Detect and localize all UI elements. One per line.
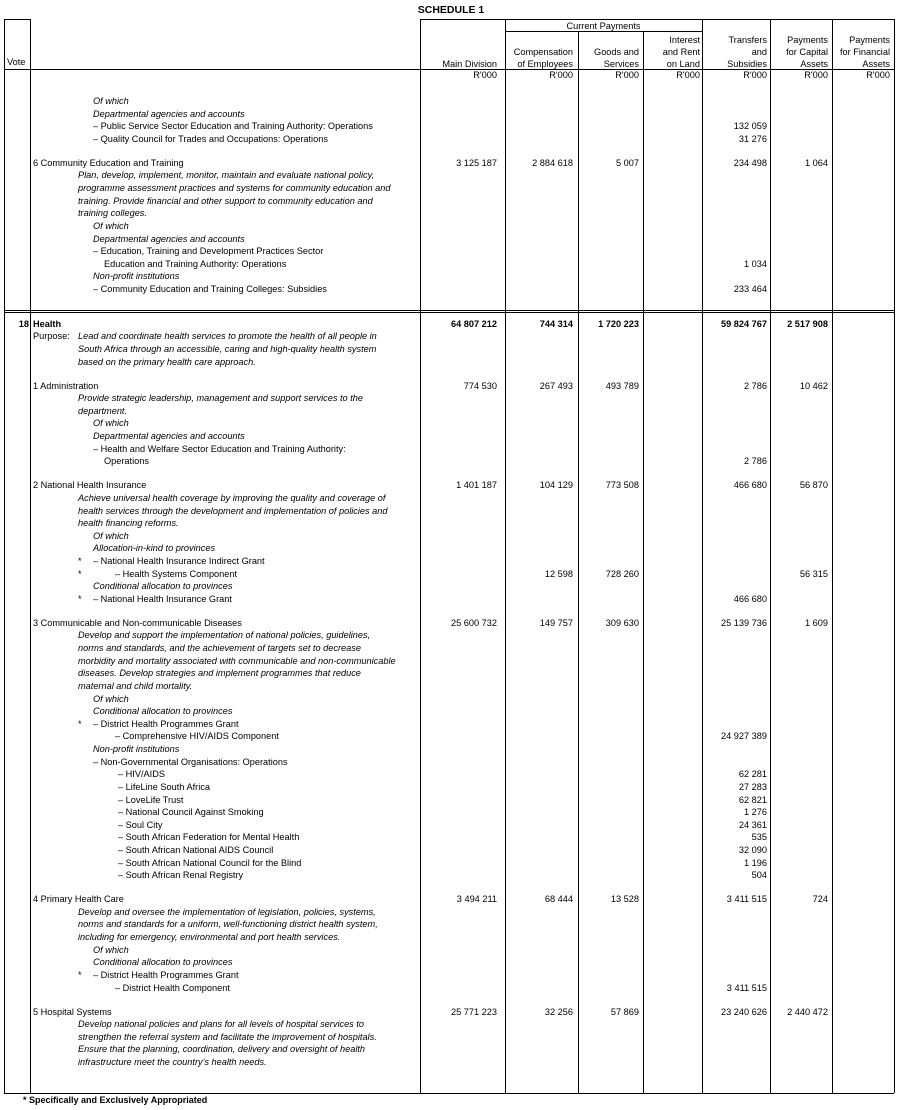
amount-cell: 13 528 bbox=[610, 894, 639, 904]
column-header-label: on Land bbox=[666, 59, 700, 69]
line-item-text: Develop and oversee the implementation of legislation, policies, systems, bbox=[78, 907, 376, 917]
column-header-label: of Employees bbox=[517, 59, 573, 69]
column-header-label: for Capital bbox=[786, 47, 828, 57]
amount-cell: 774 530 bbox=[463, 381, 497, 391]
line-item-text: Operations bbox=[104, 456, 149, 466]
line-item-text: – Health and Welfare Sector Education and Training Authority: bbox=[93, 444, 346, 454]
line-item-text: – South African National AIDS Council bbox=[118, 845, 274, 855]
column-rule bbox=[894, 19, 895, 1093]
line-item-text: norms and standards, and the achievement of targets set to decrease bbox=[78, 643, 361, 653]
section-rule-2 bbox=[4, 312, 894, 313]
amount-cell: 62 821 bbox=[738, 795, 767, 805]
line-item-text: – HIV/AIDS bbox=[118, 769, 165, 779]
line-item-text: Allocation-in-kind to provinces bbox=[93, 543, 216, 553]
line-item-text: – South African Federation for Mental Health bbox=[118, 832, 300, 842]
appropriation-asterisk: * bbox=[78, 719, 82, 729]
amount-cell: 104 129 bbox=[539, 480, 573, 490]
amount-cell: 57 869 bbox=[610, 1007, 639, 1017]
amount-cell: 2 517 908 bbox=[787, 319, 828, 329]
line-item-text: programme assessment practices and systems for community education and bbox=[78, 183, 391, 193]
column-rule bbox=[420, 19, 421, 1093]
line-item-text: diseases. Develop strategies and implement programmes that reduce bbox=[78, 668, 361, 678]
line-item-text: – Soul City bbox=[118, 820, 163, 830]
line-item-text: Non-profit institutions bbox=[93, 744, 180, 754]
line-item-text: – LifeLine South Africa bbox=[118, 782, 210, 792]
amount-cell: 3 494 211 bbox=[456, 894, 497, 904]
line-item-text: Of which bbox=[93, 531, 129, 541]
line-item-text: – Non-Governmental Organisations: Operations bbox=[93, 757, 288, 767]
amount-cell: 234 498 bbox=[733, 158, 767, 168]
line-item-text: Develop and support the implementation of national policies, guidelines, bbox=[78, 630, 371, 640]
line-item-text: Departmental agencies and accounts bbox=[93, 109, 245, 119]
line-item-text: including for emergency, environmental and port health services. bbox=[78, 932, 341, 942]
line-item-text: Non-profit institutions bbox=[93, 271, 180, 281]
column-header-label: Assets bbox=[862, 59, 890, 69]
column-header-label: Compensation bbox=[513, 47, 573, 57]
appropriation-asterisk: * bbox=[78, 970, 82, 980]
column-rule bbox=[578, 31, 579, 1093]
line-item-text: – South African National Council for the Blind bbox=[118, 858, 302, 868]
line-item-text: based on the primary health care approach. bbox=[78, 357, 256, 367]
line-item-text: health financing reforms. bbox=[78, 518, 179, 528]
appropriation-asterisk: * bbox=[78, 569, 82, 579]
line-item-text: morbidity and mortality associated with communicable and non-communicable bbox=[78, 656, 396, 666]
line-item-text: maternal and child mortality. bbox=[78, 681, 193, 691]
line-item-text: – District Health Component bbox=[115, 983, 230, 993]
amount-cell: 68 444 bbox=[544, 894, 573, 904]
line-item-text: Conditional allocation to provinces bbox=[93, 957, 233, 967]
line-item-text: – District Health Programmes Grant bbox=[93, 719, 239, 729]
amount-cell: 1 720 223 bbox=[598, 319, 639, 329]
column-header-label: Transfers bbox=[728, 35, 767, 45]
amount-cell: 132 059 bbox=[733, 121, 767, 131]
column-header-label: Payments bbox=[787, 35, 828, 45]
amount-cell: 32 256 bbox=[544, 1007, 573, 1017]
programme-title: 4 Primary Health Care bbox=[33, 894, 124, 904]
amount-cell: 504 bbox=[751, 870, 767, 880]
amount-cell: 27 283 bbox=[738, 782, 767, 792]
column-rule bbox=[832, 19, 833, 1093]
column-unit: R'000 bbox=[549, 70, 573, 80]
column-unit: R'000 bbox=[804, 70, 828, 80]
amount-cell: 56 315 bbox=[799, 569, 828, 579]
column-header-label: and bbox=[751, 47, 767, 57]
amount-cell: 1 276 bbox=[744, 807, 767, 817]
programme-title: Health bbox=[33, 319, 62, 329]
amount-cell: 32 090 bbox=[738, 845, 767, 855]
column-header-label: for Financial bbox=[839, 47, 890, 57]
amount-cell: 31 276 bbox=[738, 134, 767, 144]
line-item-text: Departmental agencies and accounts bbox=[93, 431, 245, 441]
column-rule bbox=[4, 19, 5, 1093]
amount-cell: 59 824 767 bbox=[721, 319, 767, 329]
line-item-text: – District Health Programmes Grant bbox=[93, 970, 239, 980]
vote-number: 18 bbox=[18, 319, 29, 329]
amount-cell: 493 789 bbox=[605, 381, 639, 391]
line-item-text: Departmental agencies and accounts bbox=[93, 234, 245, 244]
column-header-label: Goods and bbox=[594, 47, 639, 57]
schedule-title: SCHEDULE 1 bbox=[417, 4, 485, 16]
amount-cell: 466 680 bbox=[733, 480, 767, 490]
amount-cell: 2 440 472 bbox=[787, 1007, 828, 1017]
line-item-text: – National Council Against Smoking bbox=[118, 807, 264, 817]
line-item-text: – Education, Training and Development Practices Sector bbox=[93, 246, 324, 256]
column-header-label: Payments bbox=[849, 35, 890, 45]
amount-cell: 1 034 bbox=[744, 259, 767, 269]
line-item-text: – Quality Council for Trades and Occupations: Operations bbox=[93, 134, 328, 144]
column-unit: R'000 bbox=[866, 70, 890, 80]
line-item-text: – LoveLife Trust bbox=[118, 795, 184, 805]
amount-cell: 1 401 187 bbox=[456, 480, 497, 490]
amount-cell: 3 411 515 bbox=[726, 894, 767, 904]
column-header-label: Interest bbox=[669, 35, 700, 45]
column-rule bbox=[770, 19, 771, 1093]
amount-cell: 24 927 389 bbox=[721, 731, 767, 741]
line-item-text: Plan, develop, implement, monitor, maintain and evaluate national policy, bbox=[78, 170, 375, 180]
amount-cell: 12 598 bbox=[544, 569, 573, 579]
programme-title: 2 National Health Insurance bbox=[33, 480, 147, 490]
line-item-text: – Comprehensive HIV/AIDS Component bbox=[115, 731, 279, 741]
line-item-text: Of which bbox=[93, 221, 129, 231]
appropriation-asterisk: * bbox=[78, 594, 82, 604]
line-item-text: – Community Education and Training Colleges: Subsidies bbox=[93, 284, 327, 294]
line-item-text: training colleges. bbox=[78, 208, 147, 218]
column-unit: R'000 bbox=[473, 70, 497, 80]
line-item-text: Provide strategic leadership, management and support services to the bbox=[78, 393, 363, 403]
amount-cell: 1 064 bbox=[805, 158, 828, 168]
line-item-text: norms and standards for a uniform, well-functioning district health system, bbox=[78, 919, 378, 929]
amount-cell: 535 bbox=[751, 832, 767, 842]
column-unit: R'000 bbox=[676, 70, 700, 80]
appropriation-asterisk: * bbox=[78, 556, 82, 566]
amount-cell: 1 609 bbox=[805, 618, 828, 628]
column-header-label: Main Division bbox=[442, 59, 497, 69]
table-bottom-rule bbox=[4, 1093, 894, 1094]
line-item-text: Achieve universal health coverage by improving the quality and coverage of bbox=[78, 493, 386, 503]
amount-cell: 23 240 626 bbox=[721, 1007, 767, 1017]
amount-cell: 773 508 bbox=[605, 480, 639, 490]
line-item-text: Develop national policies and plans for all levels of hospital services to bbox=[78, 1019, 364, 1029]
vote-header: Vote bbox=[7, 57, 26, 67]
amount-cell: 2 786 bbox=[744, 456, 767, 466]
line-item-text: Lead and coordinate health services to promote the health of all people in bbox=[78, 331, 377, 341]
amount-cell: 149 757 bbox=[539, 618, 573, 628]
line-item-text: – Public Service Sector Education and Training Authority: Operations bbox=[93, 121, 373, 131]
amount-cell: 466 680 bbox=[733, 594, 767, 604]
amount-cell: 3 125 187 bbox=[456, 158, 497, 168]
amount-cell: 233 464 bbox=[733, 284, 767, 294]
column-header-label: Services bbox=[603, 59, 639, 69]
amount-cell: 62 281 bbox=[738, 769, 767, 779]
amount-cell: 2 786 bbox=[744, 381, 767, 391]
line-item-text: – South African Renal Registry bbox=[118, 870, 244, 880]
line-item-text: health services through the development and implementation of policies and bbox=[78, 506, 388, 516]
vote-top-rule bbox=[4, 19, 30, 20]
line-item-text: Ensure that the planning, coordination, delivery and oversight of health bbox=[78, 1044, 366, 1054]
amount-cell: 309 630 bbox=[605, 618, 639, 628]
line-item-text: Of which bbox=[93, 945, 129, 955]
amount-cell: 25 771 223 bbox=[451, 1007, 497, 1017]
amount-cell: 25 600 732 bbox=[451, 618, 497, 628]
programme-title: 1 Administration bbox=[33, 381, 99, 391]
amount-cell: 56 870 bbox=[799, 480, 828, 490]
line-item-text: Of which bbox=[93, 694, 129, 704]
amount-cell: 1 196 bbox=[744, 858, 767, 868]
line-item-text: infrastructure meet the country's health needs. bbox=[78, 1057, 267, 1067]
amount-cell: 25 139 736 bbox=[721, 618, 767, 628]
line-item-text: Education and Training Authority: Operations bbox=[104, 259, 287, 269]
column-rule bbox=[30, 19, 31, 1093]
line-item-text: training. Provide financial and other support to community education and bbox=[78, 196, 373, 206]
line-item-text: Conditional allocation to provinces bbox=[93, 581, 233, 591]
column-header-label: and Rent bbox=[662, 47, 700, 57]
amount-cell: 724 bbox=[812, 894, 828, 904]
column-rule bbox=[643, 31, 644, 1093]
column-header-label: Assets bbox=[800, 59, 828, 69]
amount-cell: 5 007 bbox=[616, 158, 639, 168]
line-item-text: South Africa through an accessible, caring and high-quality health system bbox=[78, 344, 377, 354]
programme-title: 6 Community Education and Training bbox=[33, 158, 184, 168]
line-item-text: Of which bbox=[93, 96, 129, 106]
amount-cell: 24 361 bbox=[738, 820, 767, 830]
amount-cell: 744 314 bbox=[539, 319, 573, 329]
line-item-text: strengthen the referral system and facilitate the improvement of hospitals. bbox=[78, 1032, 377, 1042]
amount-cell: 728 260 bbox=[605, 569, 639, 579]
column-rule bbox=[505, 19, 506, 1093]
line-item-text: Conditional allocation to provinces bbox=[93, 706, 233, 716]
column-unit: R'000 bbox=[615, 70, 639, 80]
section-rule-1 bbox=[4, 310, 894, 311]
programme-title: 5 Hospital Systems bbox=[33, 1007, 112, 1017]
purpose-label: Purpose: bbox=[33, 331, 70, 341]
footnote: * Specifically and Exclusively Appropriated bbox=[23, 1095, 208, 1105]
line-item-text: department. bbox=[78, 406, 128, 416]
amount-cell: 10 462 bbox=[799, 381, 828, 391]
current-payments-header: Current Payments bbox=[566, 21, 641, 31]
line-item-text: – National Health Insurance Grant bbox=[93, 594, 232, 604]
amount-cell: 267 493 bbox=[539, 381, 573, 391]
amount-cell: 64 807 212 bbox=[451, 319, 497, 329]
line-item-text: – National Health Insurance Indirect Grant bbox=[93, 556, 265, 566]
column-header-label: Subsidies bbox=[727, 59, 767, 69]
column-rule bbox=[702, 19, 703, 1093]
column-unit: R'000 bbox=[743, 70, 767, 80]
programme-title: 3 Communicable and Non-communicable Diseases bbox=[33, 618, 242, 628]
line-item-text: Of which bbox=[93, 418, 129, 428]
line-item-text: – Health Systems Component bbox=[115, 569, 238, 579]
amount-cell: 3 411 515 bbox=[726, 983, 767, 993]
amount-cell: 2 884 618 bbox=[532, 158, 573, 168]
